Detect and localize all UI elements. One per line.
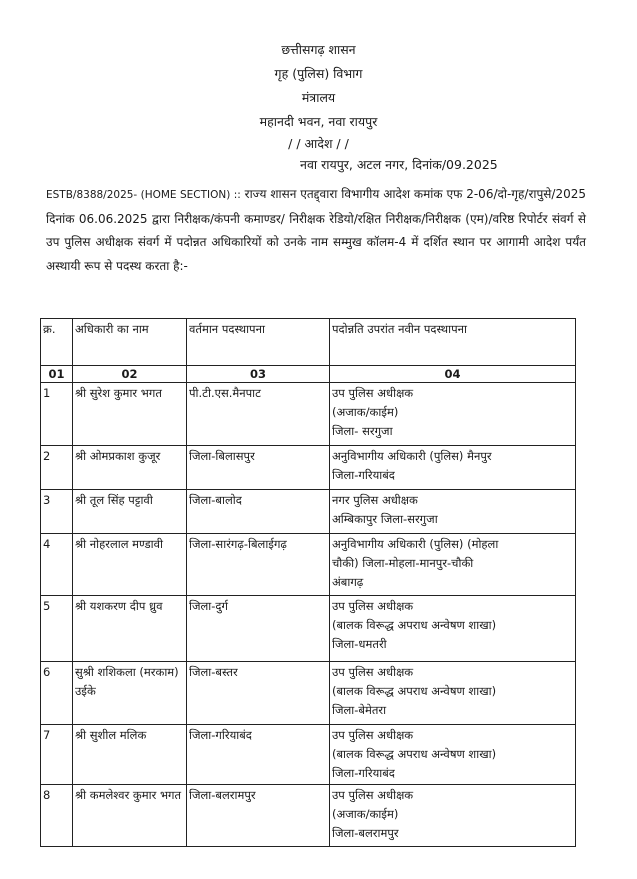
officer-name: श्री सुशील मलिक bbox=[73, 725, 187, 785]
order-date: नवा रायपुर, अटल नगर, दिनांक/09.2025 bbox=[300, 157, 498, 172]
current-posting: जिला-बलरामपुर bbox=[187, 785, 330, 847]
new-posting-line: अम्बिकापुर जिला-सरगुजा bbox=[332, 512, 438, 526]
header-building: महानदी भवन, नवा रायपुर bbox=[259, 114, 378, 129]
serial-number: 7 bbox=[41, 725, 73, 785]
current-posting: जिला-बस्तर bbox=[187, 662, 330, 725]
officer-name: श्री नोहरलाल मण्डावी bbox=[73, 534, 187, 596]
new-posting bbox=[330, 534, 576, 596]
table-row bbox=[41, 662, 576, 725]
new-posting-line: नगर पुलिस अधीक्षक bbox=[332, 493, 418, 507]
serial-number: 1 bbox=[41, 383, 73, 446]
column-number-row bbox=[41, 366, 576, 383]
serial-number: 3 bbox=[41, 490, 73, 534]
current-posting: जिला-बिलासपुर bbox=[187, 446, 330, 490]
officer-name: श्री तूल सिंह पट्टावी bbox=[73, 490, 187, 534]
new-posting-line: अंबागढ़ bbox=[332, 575, 364, 589]
table-row bbox=[41, 785, 576, 847]
new-posting bbox=[330, 383, 576, 446]
new-posting bbox=[330, 446, 576, 490]
new-posting bbox=[330, 785, 576, 847]
table-row bbox=[41, 383, 576, 446]
new-posting bbox=[330, 490, 576, 534]
officer-name: श्री सुरेश कुमार भगत bbox=[73, 383, 187, 446]
new-posting-line: अनुविभागीय अधिकारी (पुलिस) (मोहला bbox=[332, 537, 499, 551]
new-posting-line: (बालक विरूद्ध अपराध अन्वेषण शाखा) bbox=[332, 684, 497, 698]
new-posting-line: उप पुलिस अधीक्षक bbox=[332, 728, 414, 742]
serial-number: 6 bbox=[41, 662, 73, 725]
officer-name: श्री ओमप्रकाश कुजूर bbox=[73, 446, 187, 490]
serial-number: 2 bbox=[41, 446, 73, 490]
header-government: छत्तीसगढ़ शासन bbox=[281, 42, 356, 57]
col-number: 01 bbox=[41, 366, 73, 383]
new-posting-line: जिला-धमतरी bbox=[332, 637, 387, 651]
new-posting-line: जिला-गरियाबंद bbox=[332, 468, 395, 482]
table-row bbox=[41, 534, 576, 596]
officer-name: श्री यशकरण दीप ध्रुव bbox=[73, 596, 187, 662]
header-serial: क्र. bbox=[41, 319, 73, 366]
new-posting-line: उप पुलिस अधीक्षक bbox=[332, 386, 414, 400]
table-row bbox=[41, 725, 576, 785]
col-number: 02 bbox=[73, 366, 187, 383]
header-department: गृह (पुलिस) विभाग bbox=[274, 66, 363, 81]
current-posting: जिला-बालोद bbox=[187, 490, 330, 534]
serial-number: 5 bbox=[41, 596, 73, 662]
posting-table bbox=[40, 318, 576, 847]
new-posting-line: (अजाक/काईम) bbox=[332, 405, 399, 419]
new-posting bbox=[330, 662, 576, 725]
new-posting-line: जिला-बलरामपुर bbox=[332, 826, 399, 840]
preamble-reference: ESTB/8388/2025- (HOME SECTION) :: bbox=[46, 189, 241, 201]
new-posting-line: जिला-गरियाबंद bbox=[332, 766, 395, 780]
new-posting-line: जिला-बेमेतरा bbox=[332, 703, 387, 717]
header-order: / / आदेश / / bbox=[288, 136, 349, 151]
serial-number: 4 bbox=[41, 534, 73, 596]
new-posting-line: उप पुलिस अधीक्षक bbox=[332, 788, 414, 802]
new-posting-line: उप पुलिस अधीक्षक bbox=[332, 665, 414, 679]
current-posting: जिला-गरियाबंद bbox=[187, 725, 330, 785]
col-number: 03 bbox=[187, 366, 330, 383]
table-row bbox=[41, 490, 576, 534]
current-posting: जिला-सारंगढ़-बिलाईगढ़ bbox=[187, 534, 330, 596]
order-preamble bbox=[46, 183, 586, 278]
serial-number: 8 bbox=[41, 785, 73, 847]
current-posting: जिला-दुर्ग bbox=[187, 596, 330, 662]
new-posting-line: अनुविभागीय अधिकारी (पुलिस) मैनपुर bbox=[332, 449, 492, 463]
new-posting-line: (बालक विरूद्ध अपराध अन्वेषण शाखा) bbox=[332, 747, 497, 761]
header-officer-name: अधिकारी का नाम bbox=[73, 319, 187, 366]
new-posting bbox=[330, 725, 576, 785]
new-posting-line: (अजाक/काईम) bbox=[332, 807, 399, 821]
header-current-posting: वर्तमान पदस्थापना bbox=[187, 319, 330, 366]
header-ministry: मंत्रालय bbox=[301, 90, 336, 105]
header-new-posting: पदोन्नति उपरांत नवीन पदस्थापना bbox=[330, 319, 576, 366]
table-row bbox=[41, 446, 576, 490]
preamble-text: राज्य शासन एतद्द्वारा विभागीय आदेश कमांक एफ 2-06/दो-गृह/रापुसे/2025 दिनांक 06.06.2025 द्वारा निरीक्षक/कंपनी कमाण्डर/ निरीक्षक रेडियो/रक्षित निरीक्षक/निरीक्षक (एम)/वरिष्ठ रिपोर्टर संवर्ग से उप पुलिस अधीक्षक संवर्ग में पदोन्नत अधिकारियों को उनके नाम सम्मुख कॉलम-4 में दर्शित स्थान पर आगामी आदेश पर्यंत अस्थायी रूप से पदस्थ करता है:- bbox=[46, 187, 586, 273]
officer-name: श्री कमलेश्वर कुमार भगत bbox=[73, 785, 187, 847]
new-posting-line: चौकी) जिला-मोहला-मानपुर-चौकी bbox=[332, 556, 474, 570]
col-number: 04 bbox=[330, 366, 576, 383]
table-header-row bbox=[41, 319, 576, 366]
new-posting-line: (बालक विरूद्ध अपराध अन्वेषण शाखा) bbox=[332, 618, 497, 632]
officer-name: सुश्री शशिकला (मरकाम) उईके bbox=[73, 662, 187, 725]
new-posting-line: जिला- सरगुजा bbox=[332, 424, 393, 438]
current-posting: पी.टी.एस.मैनपाट bbox=[187, 383, 330, 446]
table-row bbox=[41, 596, 576, 662]
new-posting-line: उप पुलिस अधीक्षक bbox=[332, 599, 414, 613]
new-posting bbox=[330, 596, 576, 662]
